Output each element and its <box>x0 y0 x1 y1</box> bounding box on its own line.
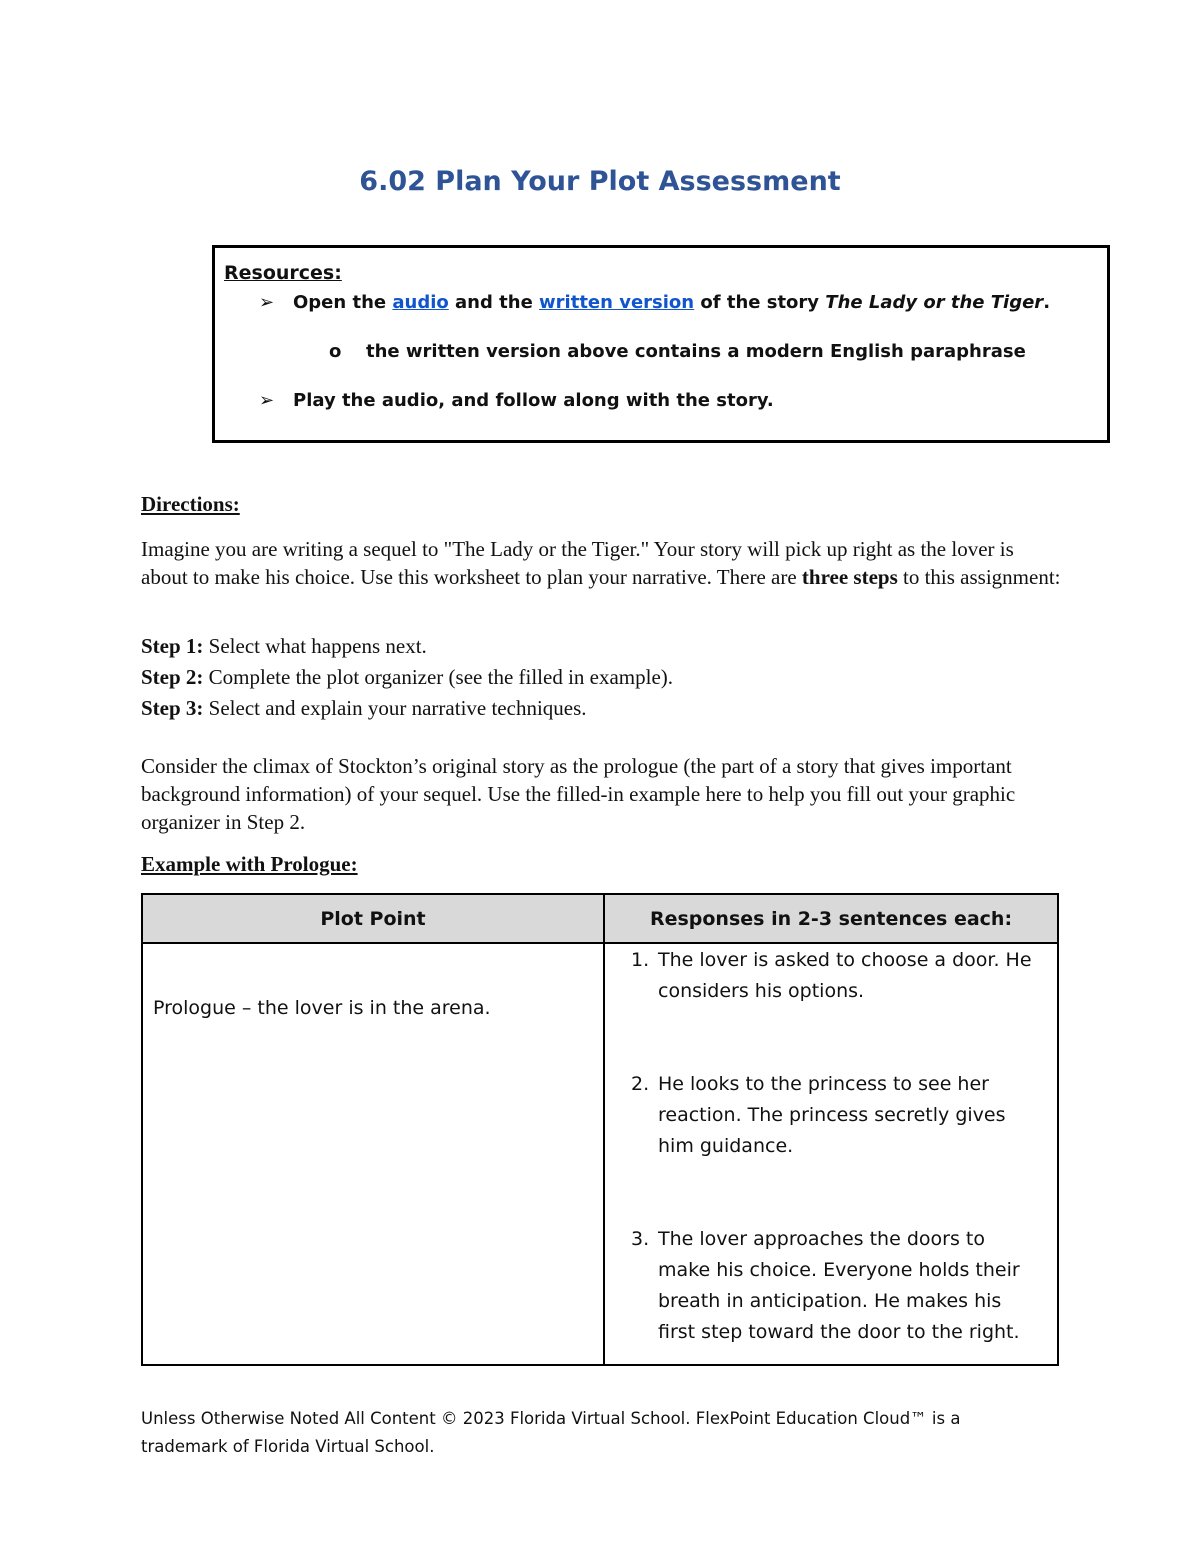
copyright-footer: Unless Otherwise Noted All Content © 2023 Florida Virtual School. FlexPoint Education Cloud™ is a trademark of Florida Virtual School. <box>141 1409 961 1456</box>
audio-link[interactable]: audio <box>392 292 449 313</box>
story-title: The Lady or the Tiger <box>825 292 1044 313</box>
resource-subline: o the written version above contains a modern English paraphrase <box>329 341 1026 362</box>
step-2: Step 2: Complete the plot organizer (see the filled in example). <box>141 665 674 689</box>
plot-point-text: Prologue – the lover is in the arena. <box>153 997 491 1019</box>
page-title: 6.02 Plan Your Plot Assessment <box>359 166 841 197</box>
table-row <box>142 943 1058 1365</box>
resources-box <box>212 245 1110 443</box>
directions-heading: Directions: <box>141 492 240 516</box>
prologue-paragraph: Consider the climax of Stockton’s original story as the prologue (the part of a story that gives important background information) of your sequel. Use the filled-in example here to help you fill out your graphic organizer in Step 2. <box>141 754 1016 834</box>
example-heading: Example with Prologue: <box>141 852 358 876</box>
responses-cell: 1. The lover is asked to choose a door. He considers his options. 2. He looks to the princess to see her reaction. The princess secretly gives him guidance. 3. The lover approaches the doors to make his choice. Everyone holds their breath in anticipation. He makes his first step toward the door to the right. <box>604 943 1058 1365</box>
written-version-link[interactable]: written version <box>539 292 695 313</box>
directions-paragraph: Imagine you are writing a sequel to "The Lady or the Tiger." Your story will pick up right as the lover is about to make his choice. Use this worksheet to plan your narrative. There are three steps to this assignment: <box>141 537 1061 589</box>
arrow-bullet-icon: ➢ <box>259 292 275 313</box>
resource-line-play: ➢ Play the audio, and follow along with the story. <box>259 390 774 411</box>
table-header-row <box>142 894 1058 943</box>
arrow-bullet-icon: ➢ <box>259 390 275 411</box>
resource-line-open: ➢ Open the audio and the written version of the story The Lady or the Tiger. <box>259 292 1051 313</box>
step-1: Step 1: Select what happens next. <box>141 634 427 658</box>
circle-bullet-icon: o <box>329 341 342 362</box>
column-header-plot-point: Plot Point <box>142 894 604 943</box>
resources-heading: Resources: <box>224 262 342 284</box>
plot-point-cell <box>142 943 604 1365</box>
column-header-responses: Responses in 2-3 sentences each: <box>604 894 1058 943</box>
step-3: Step 3: Select and explain your narrative techniques. <box>141 696 587 720</box>
example-table <box>141 893 1059 1366</box>
